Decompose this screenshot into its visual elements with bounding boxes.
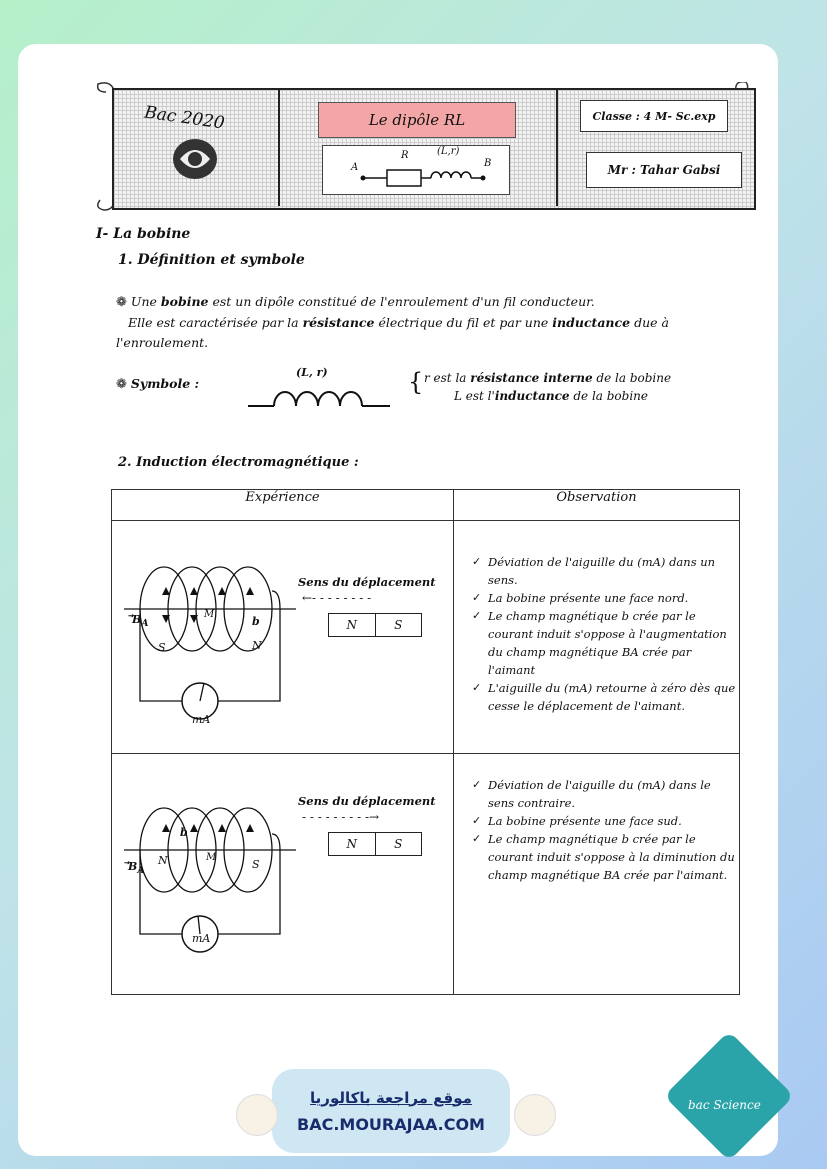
node-b-label: B	[484, 158, 492, 169]
table-row	[112, 521, 740, 754]
observation-list-1	[454, 553, 739, 715]
list-item: ✓ La bobine présente une face sud.	[472, 812, 739, 830]
bullet-gear-icon: ❁	[116, 377, 127, 392]
sens-label-2: Sens du déplacement	[298, 794, 436, 808]
subsection-definition: 1. Définition et symbole	[118, 252, 305, 268]
magnet-1: N S	[328, 613, 422, 637]
face-s-label: S	[252, 858, 260, 871]
node-a-label: A	[351, 162, 359, 173]
coil-symbol-icon	[246, 380, 392, 412]
legend-r: r est la résistance interne de la bobine	[424, 371, 672, 385]
solenoid-diagram-2	[120, 794, 300, 974]
header-divider-right	[556, 88, 558, 206]
definition-paragraph: ❁ Une bobine est un dipôle constitué de l'enroulement d'un fil conducteur. Elle est caractérisée par la résistance électrique du fil et par une inductance due à l'enroulement.	[116, 294, 669, 350]
face-s-label: S	[158, 641, 166, 654]
list-item: ✓ L'aiguille du (mA) retourne à zéro dès que cesse le déplacement de l'aimant.	[472, 679, 739, 715]
field-ba-label: $B_A$	[132, 613, 149, 630]
experience-cell-1	[112, 521, 454, 754]
experience-cell-2	[112, 754, 454, 995]
coil-label: (L,r)	[437, 146, 460, 157]
face-n-label: N	[158, 854, 168, 867]
table-row	[112, 754, 740, 995]
observation-cell-2	[454, 754, 740, 995]
field-ba-label: $B_A$	[128, 860, 145, 877]
bac-year-label: Bac 2020	[143, 102, 226, 134]
bullet-gear-icon: ❁	[116, 295, 127, 310]
resistor-label: R	[401, 150, 409, 161]
observation-cell-1	[454, 521, 740, 754]
field-b-label: b	[180, 826, 188, 839]
field-m-label: M	[204, 609, 215, 620]
list-item: ✓ Déviation de l'aiguille du (mA) dans le sens contraire.	[472, 776, 739, 812]
direction-arrow-icon: - - - - - - - - -→	[302, 810, 380, 824]
site-logo-icon	[236, 1094, 278, 1136]
emblem-icon	[170, 136, 220, 182]
page-title: Le dipôle RL	[318, 102, 516, 138]
sens-label-1: Sens du déplacement	[298, 575, 436, 589]
observation-list-2	[454, 776, 739, 884]
list-item: ✓ Le champ magnétique b crée par le courant induit s'oppose à l'augmentation du champ magnétique BA crée par l'aimant	[472, 607, 739, 679]
header-divider-left	[278, 88, 280, 206]
milliammeter-label: mA	[192, 713, 211, 726]
subsection-induction: 2. Induction électromagnétique :	[118, 455, 359, 470]
face-n-label: N	[252, 639, 262, 652]
list-item: ✓ Déviation de l'aiguille du (mA) dans un sens.	[472, 553, 739, 589]
class-label: Classe : 4 M- Sc.exp	[580, 100, 728, 132]
magnet-2: N S	[328, 832, 422, 856]
symbol-legend	[424, 369, 724, 405]
legend-l: L est l'inductance de la bobine	[454, 389, 649, 403]
col-experience: Expérience	[112, 490, 454, 521]
direction-arrow-icon: ←- - - - - - - -	[302, 591, 372, 605]
milliammeter-label: mA	[192, 932, 211, 945]
col-observation: Observation	[454, 490, 740, 521]
legend-brace: {	[408, 368, 424, 396]
footer-arabic-title[interactable]: موقع مراجعة باكالوريا	[310, 1088, 472, 1107]
symbole-label: ❁ Symbole :	[116, 374, 236, 395]
list-item: ✓ La bobine présente une face nord.	[472, 589, 739, 607]
list-item: ✓ Le champ magnétique b crée par le courant induit s'oppose à la diminution du champ magnétique BA crée par l'aimant.	[472, 830, 739, 884]
site-logo-icon	[514, 1094, 556, 1136]
field-m-label: M	[206, 852, 217, 863]
rl-circuit-diagram	[322, 145, 510, 195]
field-b-label: b	[252, 615, 260, 628]
teacher-name: Mr : Tahar Gabsi	[586, 152, 742, 188]
section-heading: I- La bobine	[96, 226, 191, 242]
footer-site-link[interactable]: BAC.MOURAJAA.COM	[297, 1114, 485, 1134]
bac-science-label: bac Science	[688, 1098, 761, 1112]
footer-banner[interactable]	[272, 1069, 510, 1153]
coil-symbol-label: (L, r)	[296, 366, 328, 379]
induction-table	[111, 489, 740, 995]
